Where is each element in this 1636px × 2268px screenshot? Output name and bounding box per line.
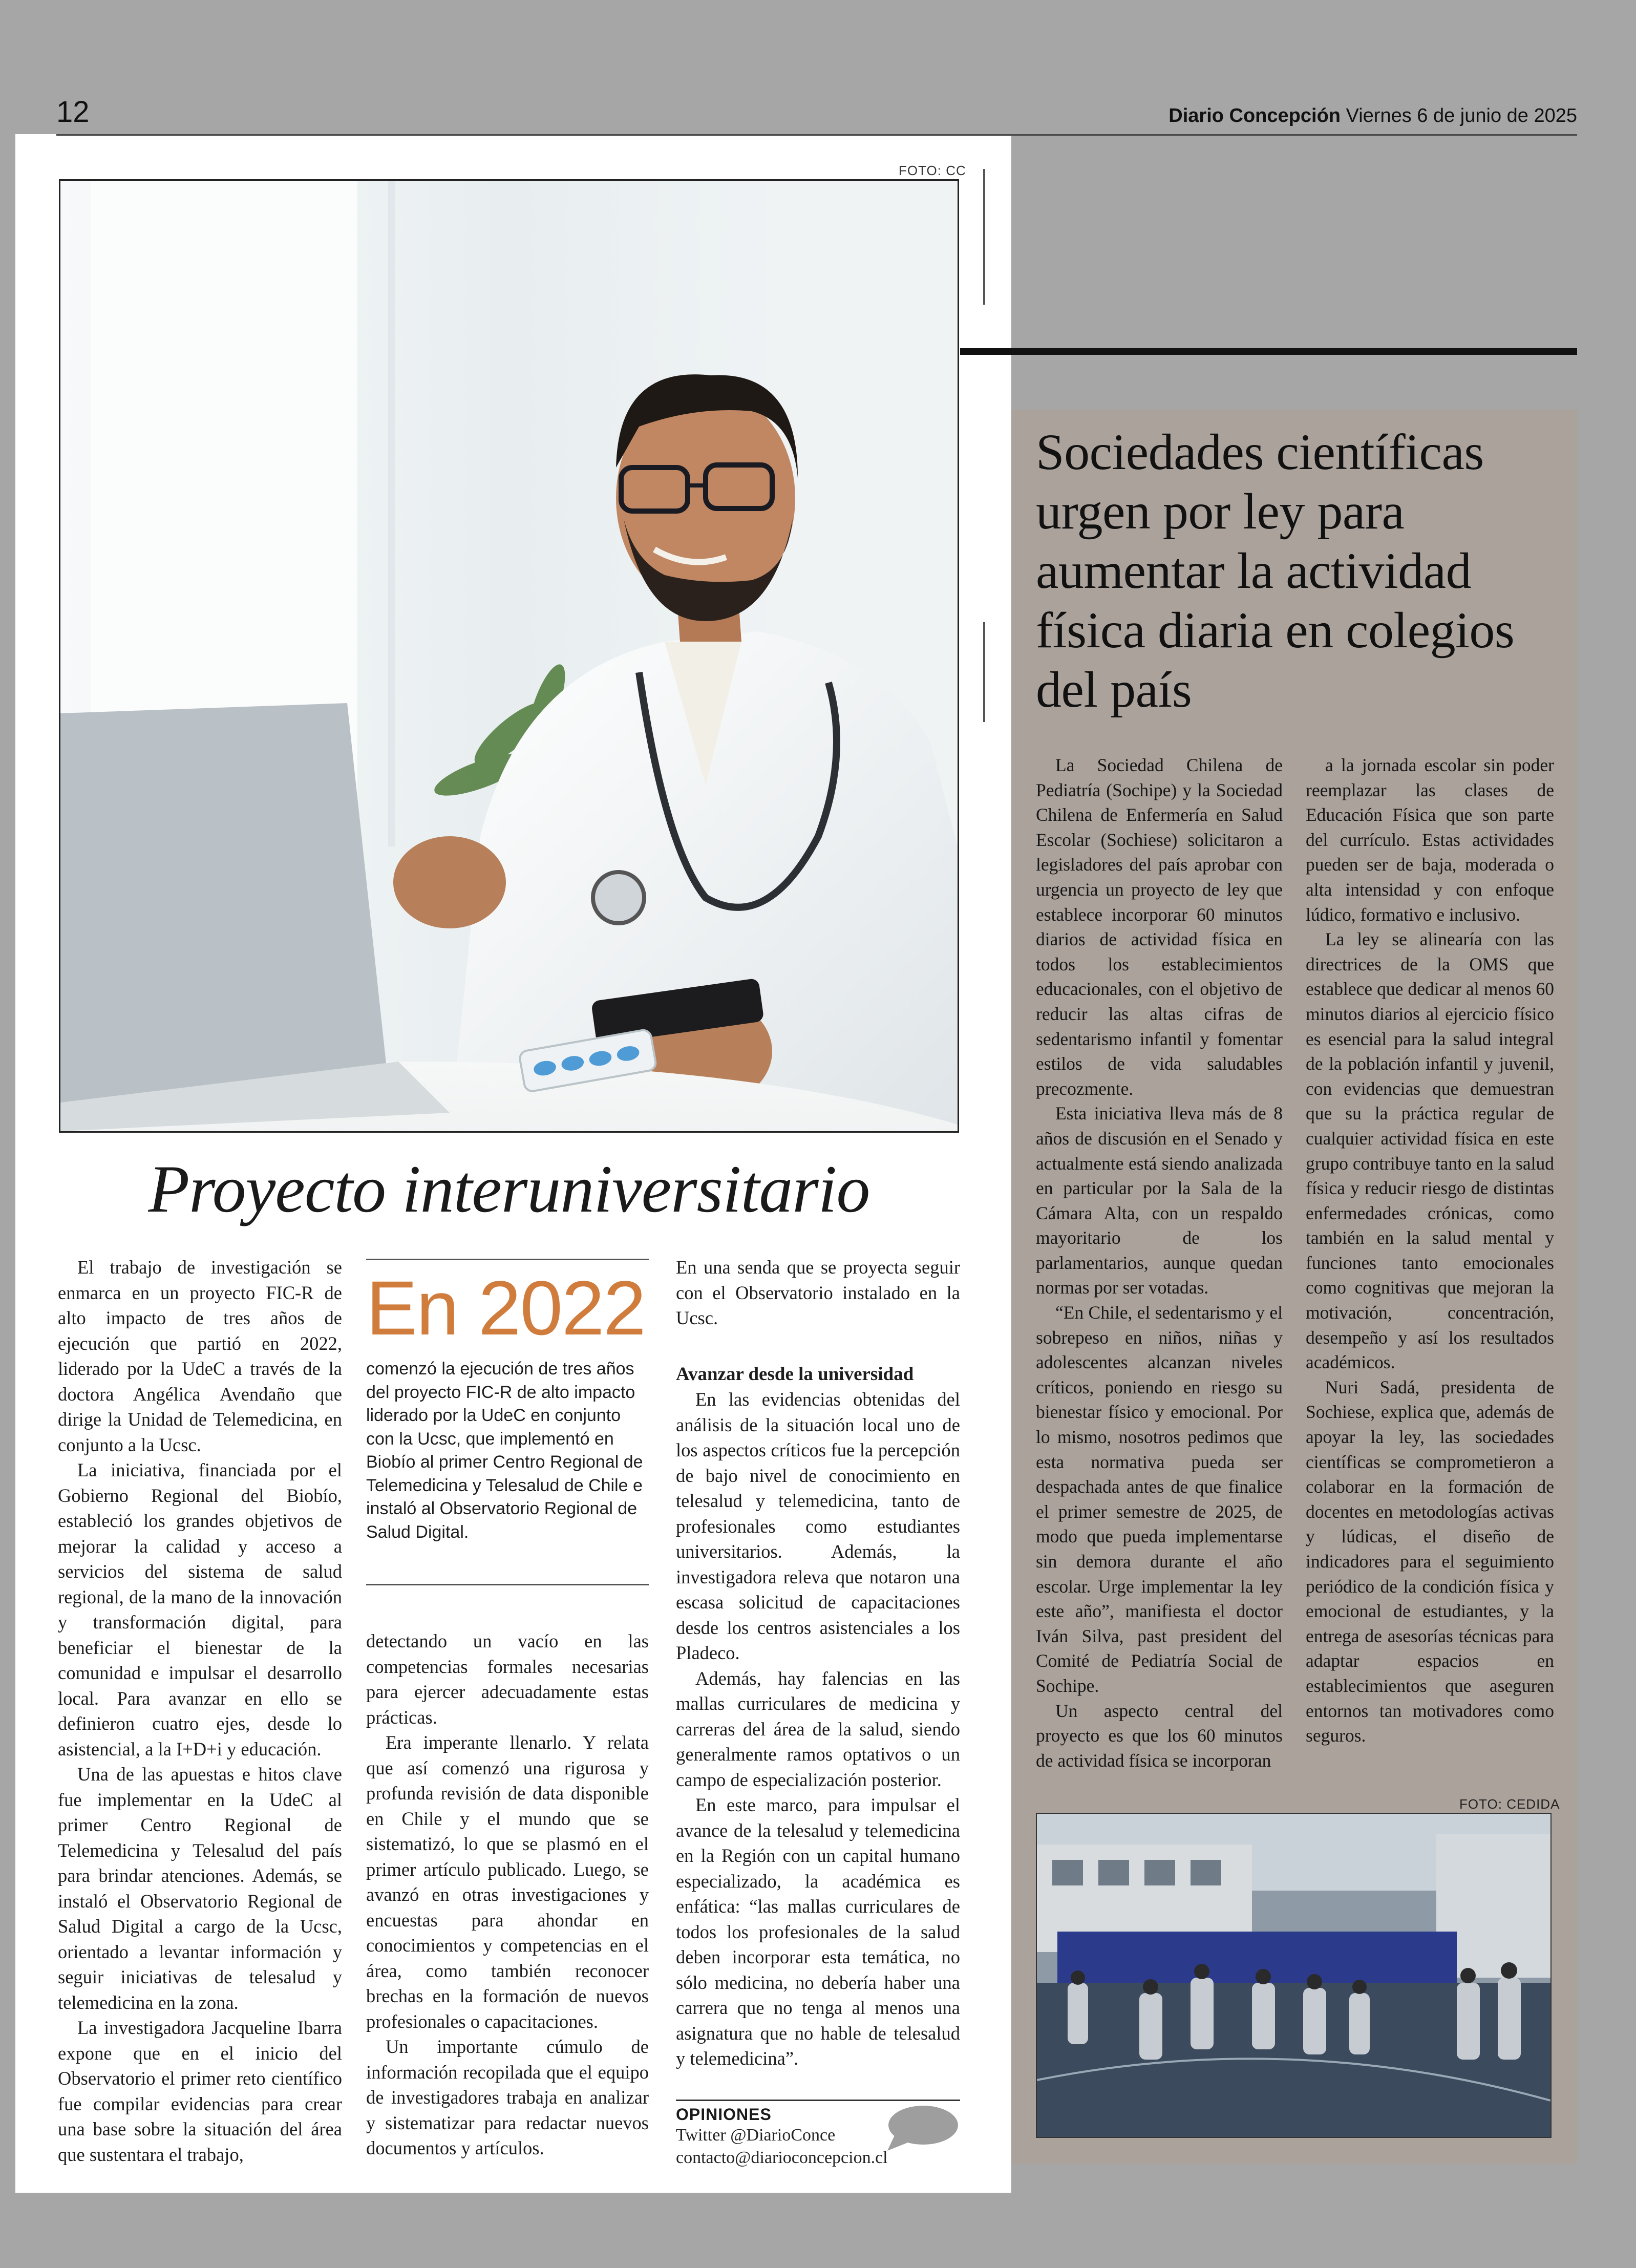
- paragraph: El trabajo de investigación se enmarca en un proyecto FIC-R de alto impacto de tres años de ejecución que partió en 2022, liderado por la UdeC a través de la doctora Angélica Avendaño que dirige la Unidad de Telemedicina, en conjunto a la Ucsc.: [58, 1257, 342, 1455]
- column-rule: [983, 622, 985, 722]
- main-column-1: [58, 1255, 342, 2167]
- paragraph: Esta iniciativa lleva más de 8 años de discusión en el Senado y actualmente está siendo analizada en particular por la Sala de la Cámara Alta, con un respaldo mayoritario de los parlamentarios, aunque quedan normas por ser votadas.: [1036, 1103, 1283, 1298]
- pull-quote: [366, 1259, 649, 1544]
- paragraph: En una senda que se proyecta seguir con el Observatorio instalado en la Ucsc.: [676, 1257, 960, 1328]
- main-column-3: [676, 1255, 960, 2071]
- main-headline: Proyecto interuniversitario: [148, 1151, 870, 1226]
- paragraph: La iniciativa, financiada por el Gobierno Regional del Biobío, estableció los grandes objetivos de mejorar la calidad y acceso a servicios del sistema de salud regional, de la mano de la innovación y transformación digital, para beneficiar el bienestar de la comunidad e impulsar el desarrollo local. Para avanzar en ello se definieron cuatro ejes, desde lo asistencial, a la I+D+i y educación.: [58, 1459, 342, 1760]
- page-number: 12: [56, 95, 90, 129]
- side-column-2: [1306, 753, 1554, 1748]
- masthead: [1168, 105, 1577, 127]
- opinions-rule: [676, 2100, 960, 2101]
- paragraph: detectando un vacío en las competencias formales necesarias para ejercer adecuadamente estas prácticas.: [366, 1630, 649, 1728]
- schoolyard-illustration: [1037, 1814, 1550, 2137]
- paragraph: La Sociedad Chilena de Pediatría (Sochipe) y la Sociedad Chilena de Enfermería en Salud Escolar (Sochiese) solicitaron a legisladores del país aprobar con urgencia un proyecto de ley que establece incorporar 60 minutos diarios de actividad física en todos los establecimientos educacionales, con el objetivo de reducir las altas cifras de sedentarismo infantil y fomentar estilos de vida saludables precozmente.: [1036, 755, 1283, 1099]
- header-rule: [56, 134, 1577, 136]
- doctor-telemedicine-photo: [59, 179, 959, 1133]
- paragraph: La ley se alinearía con las directrices de la OMS que establece que dedicar al menos 60 minutos diarios al ejercicio físico es esencial para la salud integral de la población infantil y juvenil, con evidencias que demuestran que su la práctica regular de cualquier actividad física en este grupo contribuye tanto en la salud física y reducir riesgo de distintas enfermedades crónicas, como también en la salud mental y funciones tanto emocionales como cognitivas que mejoran la motivación, concentración, desempeño y así los resultados académicos.: [1306, 929, 1554, 1373]
- quote-rule: [366, 1259, 649, 1260]
- paragraph: En este marco, para impulsar el avance de la telesalud y telemedicina en la Región con un capital humano especializado, la académica es enfática: “las mallas curriculares de todos los profesionales de la salud deben incorporar esta temática, no sólo medicina, no debería haber una carrera que no tenga al menos una asignatura que no hable de telesalud y telemedicina”.: [676, 1794, 960, 2069]
- paragraph: Un aspecto central del proyecto es que los 60 minutos de actividad física se incorporan: [1036, 1700, 1283, 1771]
- photo-credit: FOTO: CEDIDA: [1459, 1796, 1560, 1812]
- pull-quote-figure: En 2022: [366, 1265, 645, 1351]
- paragraph: Nuri Sadá, presidenta de Sochiese, explica que, además de apoyar la ley, las sociedades científicas se comprometieron a colaborar en la formación de docentes en metodologías activas y lúdicas, el diseño de indicadores para el seguimiento periódico de la condición física y emocional de estudiantes, y la entrega de asesorías técnicas para adaptar espacios en establecimientos que aseguren entornos tan motivadores como seguros.: [1306, 1376, 1554, 1746]
- speech-bubble-icon: [885, 2104, 959, 2152]
- paragraph: Además, hay falencias en las mallas curriculares de medicina y carreras del área de la salud, siendo generalmente ramos optativos o un campo de especialización posterior.: [676, 1667, 960, 1790]
- paragraph: “En Chile, el sedentarismo y el sobrepeso en niños, niñas y adolescentes alcanzan niveles críticos, poniendo en riesgo su bienestar físico y emocional. Por lo mismo, nosotros pedimos que esta normativa pueda ser despachada antes de que finalice el primer semestre de 2025, de modo que pueda implementarse sin demora durante el año escolar. Urge implementar la ley este año”, manifiesta el doctor Iván Silva, past president del Comité de Pediatría Social de Sochipe.: [1036, 1302, 1283, 1696]
- contact-email[interactable]: contacto@diarioconcepcion.cl: [676, 2148, 888, 2167]
- paragraph: Un importante cúmulo de información recopilada que el equipo de investigadores trabaja en analizar y sistematizar para redactar nuevos documentos y artículos.: [366, 2036, 649, 2158]
- opinions-title: OPINIONES: [676, 2105, 772, 2124]
- pull-quote-text: comenzó la ejecución de tres años del proyecto FIC-R de alto impacto liderado por la UdeC en conjunto con la Ucsc, que implementó en Biobío al primer Centro Regional de Telemedicina y Telesalud de Chile e instaló al Observatorio Regional de Salud Digital.: [366, 1359, 643, 1542]
- photo-credit: FOTO: CC: [899, 163, 966, 178]
- paragraph: Una de las apuestas e hitos clave fue implementar en la UdeC al primer Centro Regional de Telemedicina y Telesalud del país para brindar atenciones. Además, se instaló el Observatorio Regional de Salud Digital a cargo de la Ucsc, orientado a levantar información y seguir iniciativas de telesalud y telemedicina en la zona.: [58, 1764, 342, 2013]
- doctor-illustration: [60, 181, 958, 1131]
- column-rule: [983, 169, 985, 305]
- twitter-handle[interactable]: Twitter @DiarioConce: [676, 2126, 836, 2145]
- main-column-2: [366, 1628, 649, 2161]
- paragraph: En las evidencias obtenidas del análisis de la situación local uno de los aspectos críticos fue la percepción de bajo nivel de conocimiento en telesalud y telemedicina, tanto de profesionales como estudiantes universitarios. Además, la investigadora releva que notaron una escasa solicitud de capacitaciones desde los centros asistenciales a los Pladeco.: [676, 1389, 960, 1663]
- quote-rule: [366, 1584, 649, 1585]
- side-column-1: [1036, 753, 1283, 1773]
- side-headline: Sociedades científicas urgen por ley para aumentar la actividad física diaria en colegios del país: [1036, 423, 1515, 718]
- section-rule: [960, 348, 1577, 355]
- paragraph: a la jornada escolar sin poder reemplazar las clases de Educación Física que son parte del currículo. Estas actividades pueden ser de baja, moderada o alta intensidad y con enfoque lúdico, formativo e inclusivo.: [1306, 755, 1554, 925]
- issue-date: Viernes 6 de junio de 2025: [1346, 105, 1577, 126]
- paragraph: Era imperante llenarlo. Y relata que así comenzó una rigurosa y profunda revisión de data disponible en Chile y el mundo que se sistematizó, lo que se plasmó en el primer artículo publicado. Luego, se avanzó en otras investigaciones y encuestas para ahondar en conocimientos y competencias en el área, como también reconocer brechas en la formación de nuevos profesionales o capacitaciones.: [366, 1732, 649, 2032]
- newspaper-name: Diario Concepción: [1168, 105, 1341, 126]
- paragraph: La investigadora Jacqueline Ibarra expone que en el inicio del Observatorio el primer reto científico fue compilar evidencias para crear una base sobre la situación del área que sustentara el trabajo,: [58, 2017, 342, 2165]
- subheading: Avanzar desde la universidad: [676, 1363, 914, 1385]
- students-exercise-photo: [1036, 1813, 1552, 2138]
